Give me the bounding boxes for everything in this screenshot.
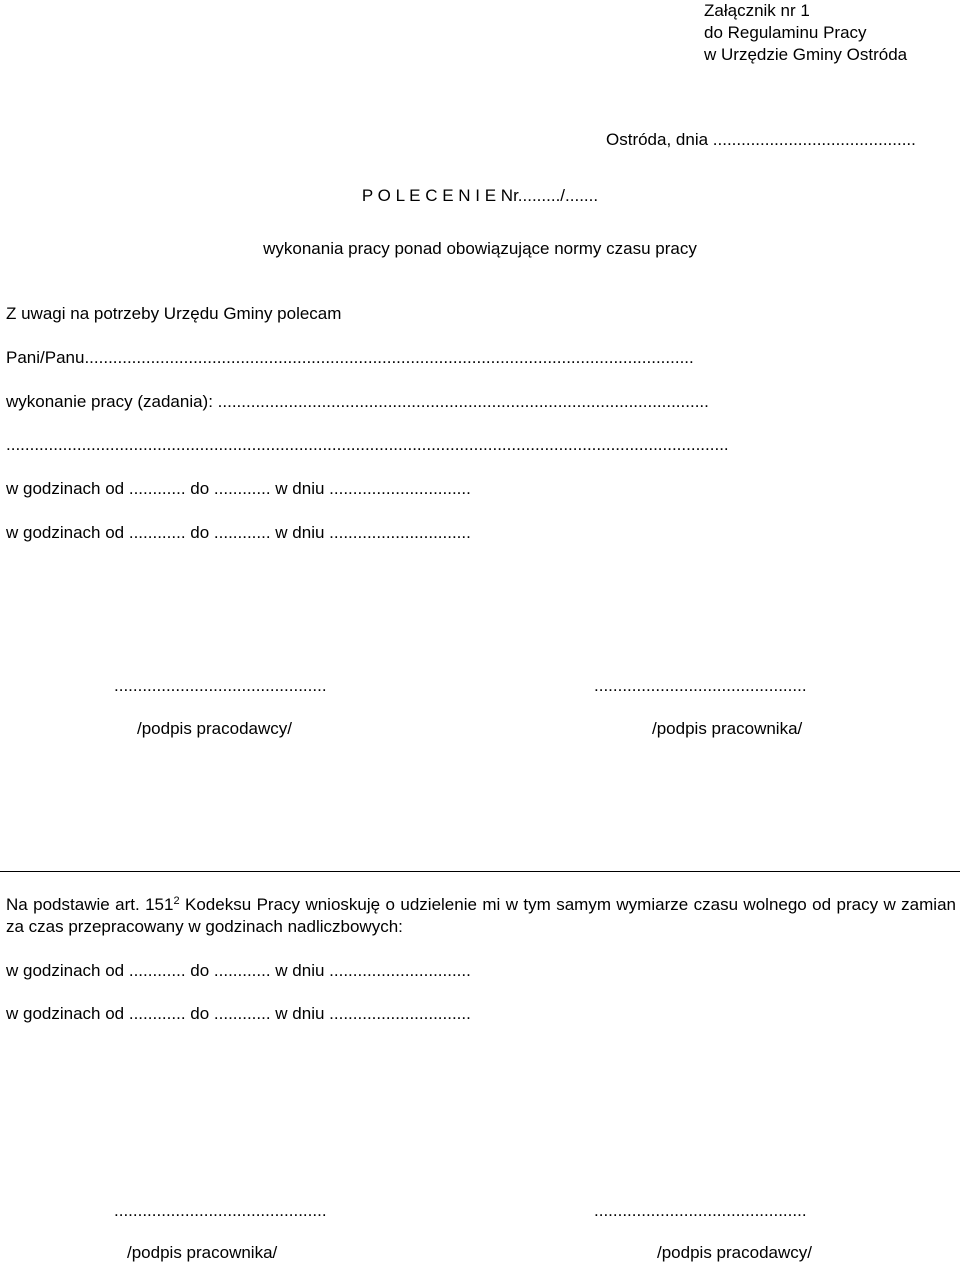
section-divider <box>0 871 960 872</box>
request-schedule-line: w godzinach od ............ do ............ w dniu .............................. <box>6 961 471 980</box>
article-superscript: 2 <box>173 895 180 907</box>
place-date-field: Ostróda, dnia ........................................... <box>606 130 916 149</box>
attachment-header <box>704 0 907 66</box>
attachment-number: Załącznik nr 1 <box>704 1 810 20</box>
order-intro: Z uwagi na potrzeby Urzędu Gminy polecam <box>6 304 342 323</box>
employer-signature-label: /podpis pracodawcy/ <box>137 719 292 738</box>
request-paragraph <box>6 894 956 938</box>
request-schedule-line: w godzinach od ............ do ............ w dniu .............................. <box>6 1004 471 1023</box>
employee-signature-line: ............................................. <box>114 1201 327 1220</box>
task-description-field: wykonanie pracy (zadania): ........................................................................................................ <box>6 392 709 411</box>
order-schedule-line: w godzinach od ............ do ............ w dniu .............................. <box>6 523 471 542</box>
document-title: P O L E C E N I E Nr........./....... <box>361 186 599 205</box>
employer-signature-label: /podpis pracodawcy/ <box>657 1243 812 1262</box>
employee-signature-label: /podpis pracownika/ <box>652 719 803 738</box>
employer-signature-line: ............................................. <box>114 676 327 695</box>
attachment-regulation: do Regulaminu Pracy <box>704 23 867 42</box>
employer-signature-line: ............................................. <box>594 1201 807 1220</box>
attachment-office: w Urzędzie Gminy Ostróda <box>704 45 908 64</box>
employee-name-field: Pani/Panu................................................................................................................................. <box>6 348 694 367</box>
task-description-continuation: ......................................................................................................................................................... <box>6 435 729 454</box>
order-schedule-line: w godzinach od ............ do ............ w dniu .............................. <box>6 479 471 498</box>
document-subtitle: wykonania pracy ponad obowiązujące normy czasu pracy <box>263 239 697 258</box>
employee-signature-label: /podpis pracownika/ <box>127 1243 278 1262</box>
request-text-end: Kodeksu Pracy wnioskuję o udzielenie mi w tym samym wymiarze czasu wolnego od pracy w zamian za czas przepracowany w godzinach nadliczbowych: <box>6 895 956 936</box>
request-text-start: Na podstawie art. 151 <box>6 895 174 914</box>
employee-signature-line: ............................................. <box>594 676 807 695</box>
